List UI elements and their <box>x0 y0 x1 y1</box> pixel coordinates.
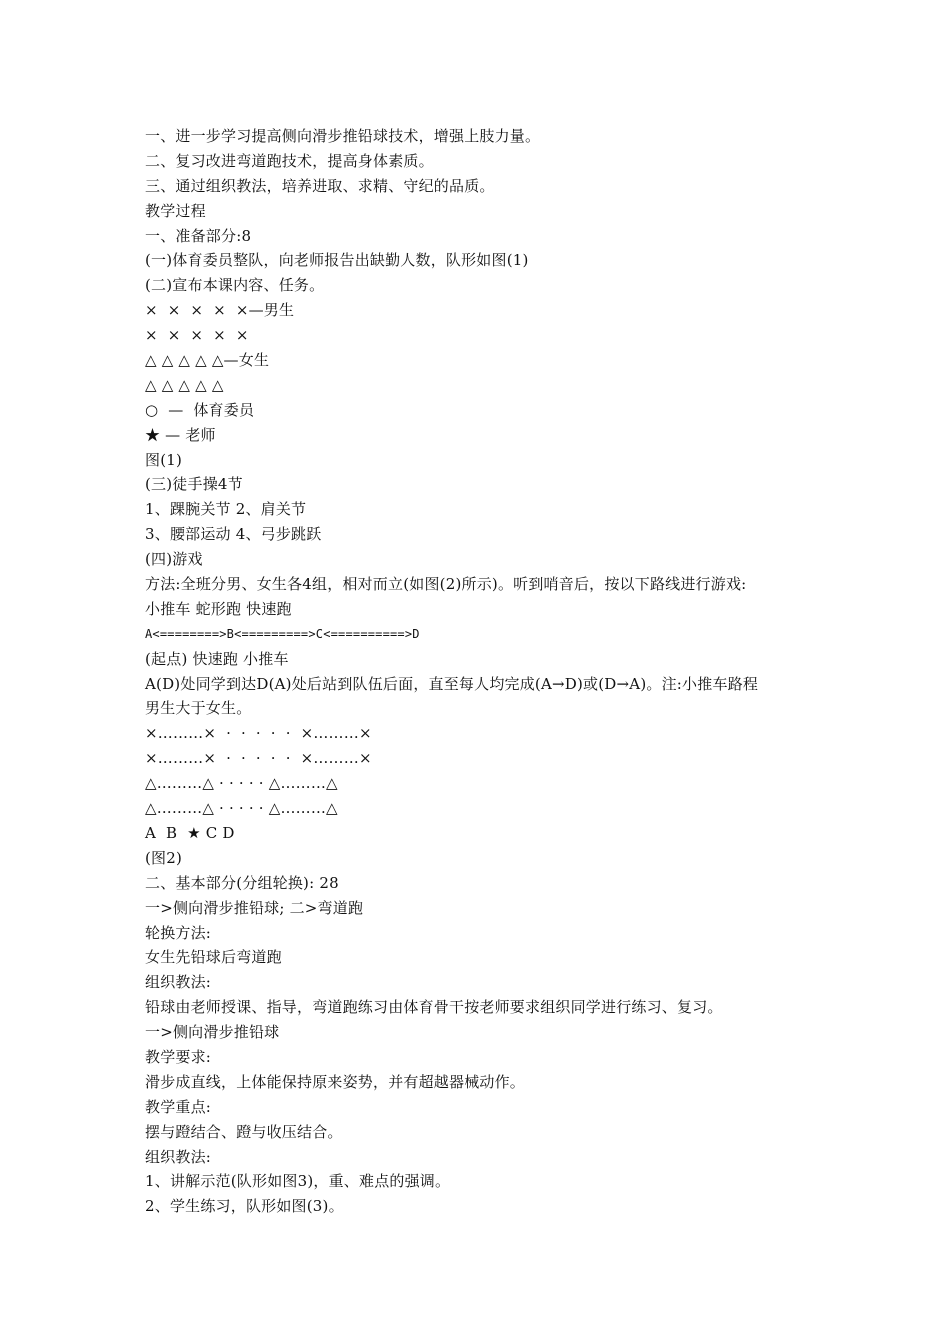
paragraph-line: 1、讲解示范(队形如图3)，重、难点的强调。 <box>145 1172 451 1191</box>
objective-2: 二、复习改进弯道跑技术，提高身体素质。 <box>145 151 434 170</box>
paragraph-line: 滑步成直线，上体能保持原来姿势，并有超越器械动作。 <box>145 1072 526 1091</box>
paragraph-line: 2、学生练习，队形如图(3)。 <box>145 1197 344 1216</box>
figure2-row-boys: ×………× · · · · · ×………× <box>145 724 372 743</box>
legend-sports-committee: ○ — 体育委员 <box>145 400 255 419</box>
objective-1: 一、进一步学习提高侧向滑步推铅球技术，增强上肢力量。 <box>145 127 541 145</box>
legend-teacher: ★ — 老师 <box>145 425 216 444</box>
part-1-heading: 一、准备部分:8 <box>145 226 252 245</box>
figure-caption-1: 图(1) <box>145 450 183 469</box>
subheading: 组织教法: <box>145 973 212 992</box>
route-labels-bottom: (起点) 快速跑 小推车 <box>145 649 289 668</box>
paragraph-line: (四)游戏 <box>145 550 203 569</box>
figure2-point-labels: A B ★ C D <box>145 823 235 842</box>
game-method-line: 方法:全班分男、女生各4组，相对而立(如图(2)所示)。听到哨音后，按以下路线进行游戏: <box>145 575 747 594</box>
paragraph-line: (二)宣布本课内容、任务。 <box>145 276 325 295</box>
figure2-row-girls: △………△ · · · · · △………△ <box>145 774 338 793</box>
subheading: 组织教法: <box>145 1147 212 1166</box>
paragraph-line: 铅球由老师授课、指导，弯道跑练习由体育骨干按老师要求组织同学进行练习、复习。 <box>145 998 723 1017</box>
game-rule-line: 男生大于女生。 <box>145 699 252 718</box>
formation-row-boys: × × × × × <box>145 326 249 345</box>
paragraph-line: (一)体育委员整队，向老师报告出缺勤人数，队形如图(1) <box>145 251 529 270</box>
subheading: 教学重点: <box>145 1097 212 1116</box>
figure2-row-girls: △………△ · · · · · △………△ <box>145 799 338 818</box>
paragraph-line: 女生先铅球后弯道跑 <box>145 948 282 967</box>
route-diagram: A<========>B<=========>C<==========>D <box>145 626 420 641</box>
paragraph-line: (三)徒手操4节 <box>145 475 243 494</box>
formation-row-girls: △ △ △ △ △ <box>145 375 224 394</box>
game-rule-line: A(D)处同学到达D(A)处后站到队伍后面，直至每人均完成(A→D)或(D→A)。注:小推车路程 <box>145 674 759 693</box>
subheading: 一>侧向滑步推铅球 <box>145 1023 280 1042</box>
route-labels-top: 小推车 蛇形跑 快速跑 <box>145 599 292 618</box>
figure2-row-boys: ×………× · · · · · ×………× <box>145 749 372 768</box>
subheading: 教学要求: <box>145 1047 212 1066</box>
figure-caption-2: (图2) <box>145 848 183 867</box>
formation-row-girls: △ △ △ △ △—女生 <box>145 351 270 370</box>
subheading: 轮换方法: <box>145 923 212 942</box>
paragraph-line: 摆与蹬结合、蹬与收压结合。 <box>145 1122 343 1141</box>
document-body <box>145 124 825 1219</box>
exercise-list-line: 1、踝腕关节 2、肩关节 <box>145 500 307 519</box>
objective-3: 三、通过组织教法，培养进取、求精、守纪的品质。 <box>145 176 495 195</box>
section-heading-teaching-process: 教学过程 <box>145 201 206 220</box>
part-2-heading: 二、基本部分(分组轮换): 28 <box>145 873 339 892</box>
paragraph-line: 一>侧向滑步推铅球; 二>弯道跑 <box>145 898 364 917</box>
formation-row-boys: × × × × ×—男生 <box>145 301 295 320</box>
exercise-list-line: 3、腰部运动 4、弓步跳跃 <box>145 525 322 544</box>
